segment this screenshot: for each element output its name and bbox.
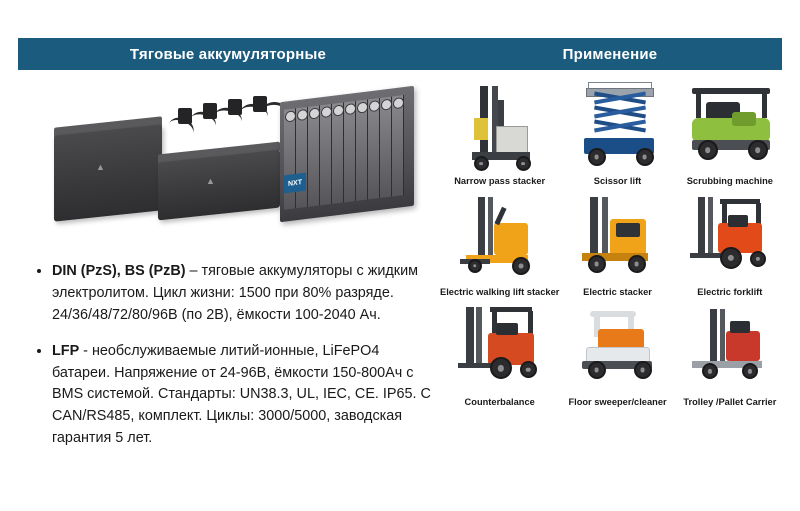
application-item-narrow-pass-stacker bbox=[440, 82, 559, 187]
application-caption: Electric walking lift stacker bbox=[440, 286, 560, 297]
header-bar bbox=[18, 38, 782, 70]
application-item-electric-stacker bbox=[563, 193, 671, 298]
header-left-section bbox=[18, 38, 438, 70]
bullet-item-lfp bbox=[52, 340, 440, 450]
applications-grid bbox=[440, 82, 784, 408]
battery-cell-pack bbox=[280, 86, 414, 222]
electric-forklift-icon bbox=[676, 193, 784, 285]
pack-badge: NXT bbox=[284, 173, 306, 194]
traction-battery-photo bbox=[18, 78, 438, 243]
battery-logo: ▲ bbox=[206, 176, 215, 186]
scissor-lift-icon bbox=[564, 82, 672, 174]
bullet-text: – тяговые аккумуляторы с жидким электролитом. Цикл жизни: 1500 при 80% разряде. 24/36/48/72/80/96В (по 2В), ёмкости 100-2040 Ач. bbox=[52, 263, 418, 323]
application-item-floor-sweeper-cleaner bbox=[563, 303, 671, 408]
trolley-pallet-carrier-icon bbox=[676, 303, 784, 395]
application-caption: Narrow pass stacker bbox=[454, 176, 546, 186]
application-caption: Electric stacker bbox=[583, 286, 652, 297]
application-item-scrubbing-machine bbox=[676, 82, 784, 187]
floor-sweeper-cleaner-icon bbox=[564, 303, 672, 395]
left-column bbox=[18, 78, 438, 493]
scrubbing-machine-icon bbox=[676, 82, 784, 174]
page-title-right: Применение bbox=[562, 45, 658, 63]
application-caption: Scissor lift bbox=[593, 176, 642, 186]
bullet-text: - необслуживаемые литий-ионные, LiFePO4 батареи. Напряжение от 24-96В, ёмкости 150-800Ач с BMS системой. Стандарты: UN38.3, UL, IEC, CE. IP65. С CAN/RS485, комплект. Циклы: 3000/5000, заводская гарантия 5 лет. bbox=[52, 342, 431, 447]
battery-logo: ▲ bbox=[96, 162, 105, 172]
connector-icon bbox=[228, 99, 242, 115]
connector-icon bbox=[203, 103, 217, 119]
header-right-section bbox=[438, 38, 782, 70]
connector-icon bbox=[178, 108, 192, 124]
application-caption: Counterbalance bbox=[464, 397, 535, 408]
application-caption: Electric forklift bbox=[697, 286, 763, 297]
battery-box-large bbox=[54, 124, 162, 221]
narrow-pass-stacker-icon bbox=[446, 82, 554, 174]
application-item-counterbalance bbox=[440, 303, 559, 408]
connector-icon bbox=[253, 96, 267, 112]
electric-stacker-icon bbox=[564, 193, 672, 285]
application-item-electric-walking-lift-stacker bbox=[440, 193, 559, 298]
battery-box-small bbox=[158, 150, 280, 221]
application-item-trolley-pallet-carrier bbox=[676, 303, 784, 408]
application-caption: Scrubbing machine bbox=[686, 176, 773, 186]
bullet-lead: LFP bbox=[52, 342, 80, 359]
counterbalance-icon bbox=[446, 303, 554, 395]
application-caption: Trolley /Pallet Carrier bbox=[683, 397, 777, 408]
description-bullets bbox=[30, 260, 440, 463]
electric-walking-lift-stacker-icon bbox=[446, 193, 554, 285]
page-title-left: Тяговые аккумуляторные bbox=[129, 45, 327, 63]
application-item-scissor-lift bbox=[563, 82, 671, 187]
bullet-item-din-pzs bbox=[52, 260, 440, 327]
application-caption: Floor sweeper/cleaner bbox=[568, 397, 667, 408]
application-item-electric-forklift bbox=[676, 193, 784, 298]
bullet-lead: DIN (PzS), BS (PzB) bbox=[52, 263, 186, 279]
